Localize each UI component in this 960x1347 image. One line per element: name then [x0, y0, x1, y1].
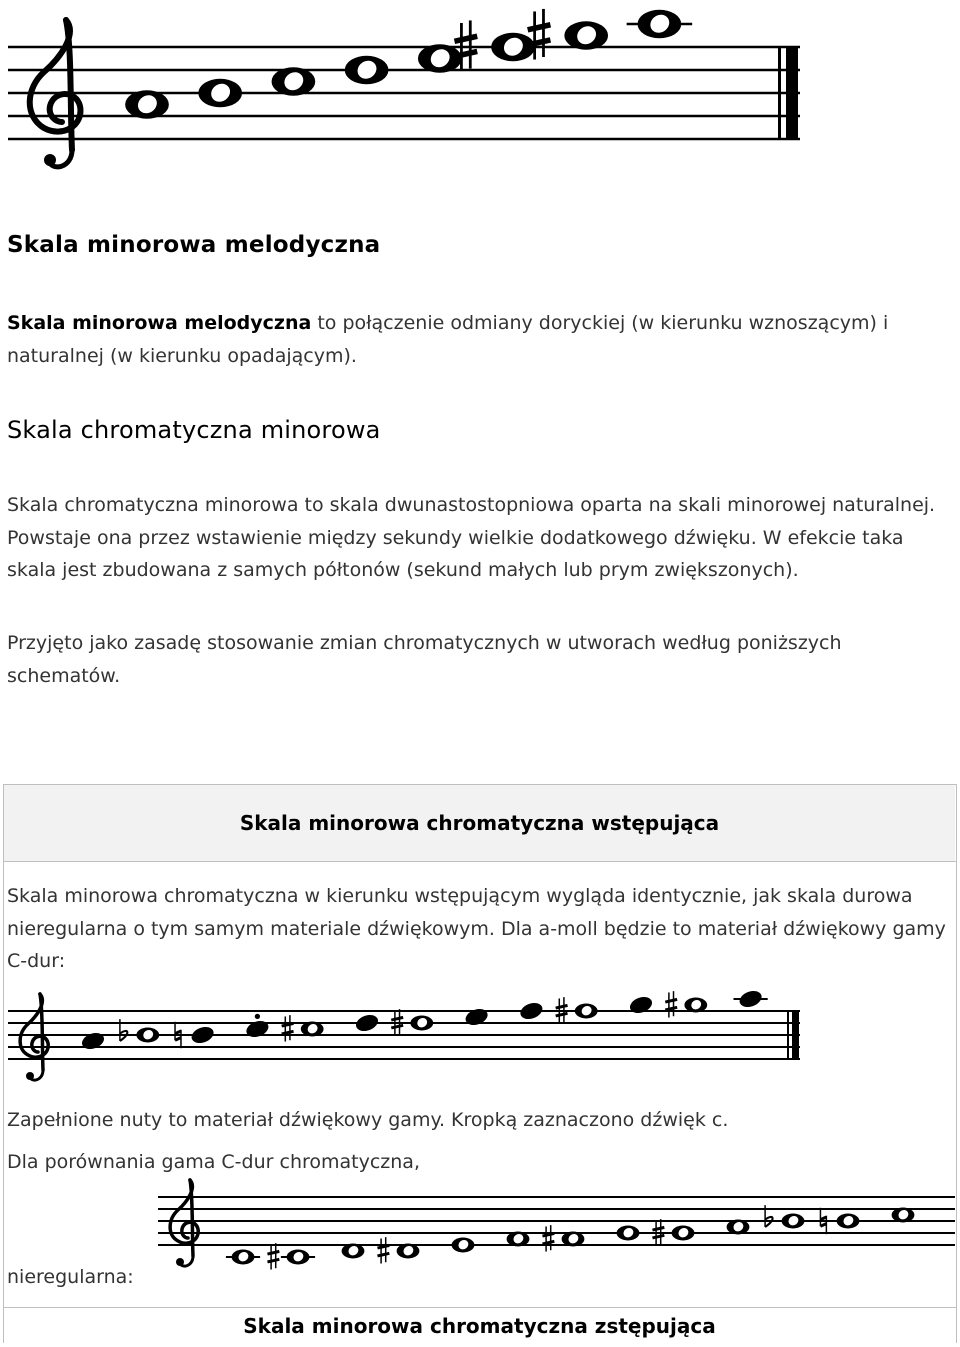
note-a5 [734, 988, 768, 1010]
note-head-hollow [580, 1004, 594, 1017]
note-head-whole [782, 1214, 805, 1229]
note-head-whole [684, 998, 707, 1013]
staff-lines [158, 1197, 955, 1245]
note-a5 [627, 10, 693, 39]
note-head-filled [354, 1012, 381, 1034]
note-head-filled [244, 1018, 271, 1040]
note-g-sharp5 [665, 991, 707, 1017]
note-head-hollow [292, 1250, 306, 1263]
note-head-whole [892, 1208, 915, 1223]
accidental-natural-icon [175, 1022, 181, 1048]
accidental-sharp-icon [391, 1009, 403, 1035]
accidental-natural-icon [820, 1208, 826, 1234]
note-e4 [452, 1238, 475, 1253]
note-head-hollow [306, 1022, 320, 1035]
note-head-hollow [787, 1214, 801, 1227]
note-head-hollow [415, 1016, 429, 1029]
note-head-whole [452, 1238, 475, 1253]
paragraph-ascending-description: Skala minorowa chromatyczna w kierunku wstępującym wygląda identycznie, jak skala durowa nieregularna o tym samym materiale dźwiękowym. Dla a-moll będzie to materiał dźwiękowy gamy C-dur: [7, 885, 946, 972]
note-f4 [507, 1232, 530, 1247]
final-barline [778, 46, 798, 140]
note-bb4 [765, 1205, 804, 1228]
note-b4 [175, 1022, 216, 1048]
heading-melodic-minor: Skala minorowa melodyczna [7, 232, 381, 258]
paragraph-chromatic-definition: Skala chromatyczna minorowa to skala dwunastostopniowa oparta na skali minorowej naturalnej. Powstaje ona przez wstawienie między sekundy wielkie dodatkowego dźwięku. W efekcie taka skala jest zbudowana z samych półtonów (sekund małych lub prym zwiększonych). [7, 494, 936, 581]
accidental-sharp-icon [377, 1237, 389, 1263]
note-head-whole [342, 1244, 365, 1259]
accidental-sharp-icon [282, 1015, 294, 1041]
middle-staff-notes [80, 988, 768, 1052]
note-f5 [518, 1000, 545, 1022]
note-f-sharp4 [542, 1225, 584, 1251]
note-d5 [354, 1012, 381, 1034]
table-footer-descending: Skala minorowa chromatyczna zstępująca [243, 1314, 716, 1338]
note-c-sharp5 [282, 1015, 324, 1041]
note-g-sharp5 [528, 9, 608, 60]
note-g4 [617, 1226, 640, 1241]
note-head-whole [410, 1016, 433, 1031]
note-head-hollow [622, 1226, 636, 1239]
accidental-sharp-icon [267, 1243, 279, 1269]
note-head-whole [575, 1004, 598, 1019]
note-head-hollow [677, 1226, 691, 1239]
note-head-hollow [141, 1028, 155, 1041]
note-head-hollow [732, 1220, 746, 1233]
note-head-hollow [567, 1232, 581, 1245]
note-head-hollow [347, 1244, 361, 1257]
note-head-whole [301, 1022, 324, 1037]
note-a4 [727, 1220, 750, 1235]
note-d4 [342, 1244, 365, 1259]
note-b4 [820, 1208, 859, 1234]
note-c5 [272, 67, 316, 96]
note-head-whole [727, 1220, 750, 1235]
paragraph-melodic-minor [7, 307, 907, 372]
table-header-ascending: Skala minorowa chromatyczna wstępująca [4, 785, 955, 861]
note-head-hollow [512, 1232, 526, 1245]
caption-irregular: nieregularna: [7, 1266, 134, 1288]
note-head-hollow [689, 998, 703, 1011]
staff-lines [8, 1011, 800, 1059]
note-b4 [198, 79, 242, 108]
note-head-filled [463, 1006, 490, 1028]
note-f-sharp5 [454, 20, 534, 71]
note-head-whole [136, 1028, 159, 1043]
note-head-whole [507, 1232, 530, 1247]
note-head-whole [232, 1250, 255, 1265]
note-head-whole [837, 1214, 860, 1229]
note-f-sharp5 [556, 997, 598, 1023]
note-head-whole [617, 1226, 640, 1241]
note-d-sharp4 [377, 1237, 419, 1263]
note-head-whole [562, 1232, 585, 1247]
top-staff-notes [125, 9, 692, 119]
melodic-definition: to połączenie odmiany doryckiej (w kierunku wznoszącym) i naturalnej (w kierunku opadającym). [7, 312, 889, 367]
note-head-hollow [457, 1238, 471, 1251]
final-barline [787, 1010, 799, 1060]
note-head-filled [189, 1024, 216, 1046]
note-a4 [125, 90, 169, 119]
accidental-sharp-icon [665, 991, 677, 1017]
caption-filled-notes: Zapełnione nuty to materiał dźwiękowy gamy. Kropką zaznaczono dźwięk c. [7, 1109, 729, 1131]
accidental-sharp-icon [542, 1225, 554, 1251]
heading-chromatic-minor: Skala chromatyczna minorowa [7, 416, 381, 444]
note-d-sharp5 [391, 1009, 433, 1035]
table-border-right [956, 784, 957, 1343]
note-bb4 [120, 1019, 159, 1042]
bottom-staff-notes [226, 1205, 915, 1269]
note-head-filled [80, 1030, 107, 1052]
note-head-filled [628, 994, 655, 1016]
note-head-hollow [842, 1214, 856, 1227]
staff-bottom-image [158, 1180, 955, 1270]
treble-clef-icon [170, 1180, 198, 1266]
paragraph-chromatic-rule: Przyjęto jako zasadę stosowanie zmian chromatycznych w utworach według poniższych schematów. [7, 632, 842, 687]
note-d5 [345, 56, 389, 85]
accidental-flat-icon [765, 1205, 772, 1227]
note-g5 [628, 994, 655, 1016]
note-c5 [244, 1014, 271, 1040]
note-head-whole [672, 1226, 695, 1241]
accidental-sharp-icon [556, 997, 568, 1023]
note-a4 [80, 1030, 107, 1052]
note-head-hollow [897, 1208, 911, 1221]
note-head-whole [287, 1250, 310, 1265]
table-header-divider [3, 861, 957, 862]
note-c-sharp4 [267, 1243, 315, 1269]
treble-clef-icon [20, 994, 48, 1080]
table-border-left [3, 784, 4, 1343]
note-head-filled [737, 988, 764, 1010]
note-e5 [463, 1006, 490, 1028]
note-c4 [226, 1250, 260, 1265]
staff-lines [8, 47, 800, 139]
staff-top-image [0, 0, 960, 200]
note-head-whole [397, 1244, 420, 1259]
accidental-sharp-icon [652, 1219, 664, 1245]
melodic-term: Skala minorowa melodyczna [7, 312, 312, 334]
note-c5 [892, 1208, 915, 1223]
note-head-filled [518, 1000, 545, 1022]
note-head-hollow [402, 1244, 416, 1257]
note-g-sharp4 [652, 1219, 694, 1245]
marker-dot [255, 1014, 260, 1019]
note-head-hollow [237, 1250, 251, 1263]
caption-comparison: Dla porównania gama C-dur chromatyczna, [7, 1151, 420, 1173]
accidental-flat-icon [120, 1019, 127, 1041]
